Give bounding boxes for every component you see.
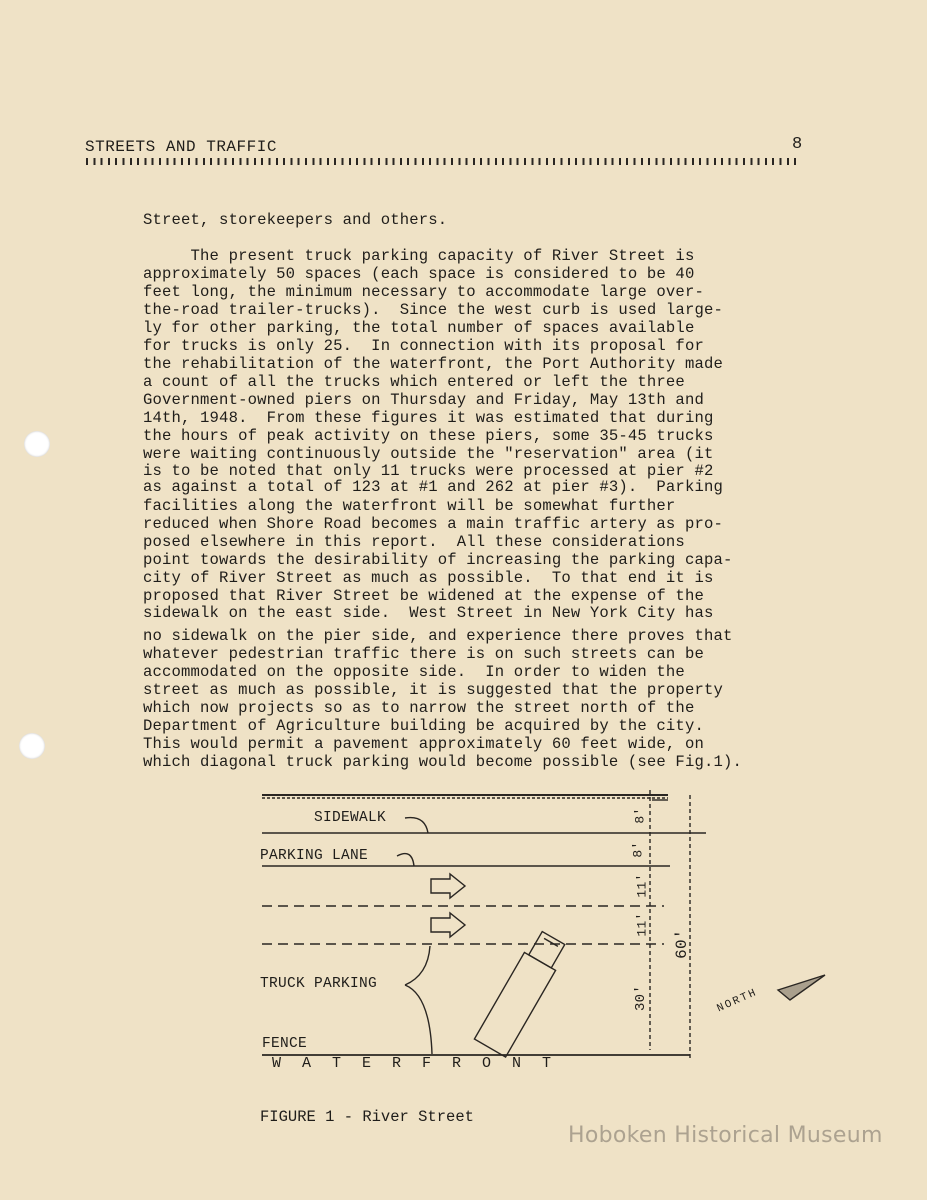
text-line: the-road trailer-trucks). Since the west curb is used large- [143, 301, 723, 319]
text-line: ly for other parking, the total number of spaces available [143, 319, 695, 337]
dim-total: 60' [672, 929, 691, 959]
text-line: facilities along the waterfront will be somewhat further [143, 497, 676, 515]
text-line: Street, storekeepers and others. [143, 211, 448, 229]
watermark: Hoboken Historical Museum [568, 1123, 883, 1148]
text-line: for trucks is only 25. In connection with its proposal for [143, 337, 704, 355]
dim-lane-1: 11' [634, 873, 650, 898]
text-line: 14th, 1948. From these figures it was estimated that during [143, 409, 714, 427]
text-line: feet long, the minimum necessary to accommodate large over- [143, 283, 704, 301]
text-line: whatever pedestrian traffic there is on such streets can be [143, 645, 704, 663]
text-line: accommodated on the opposite side. In order to widen the [143, 663, 685, 681]
text-line: which diagonal truck parking would become possible (see Fig.1). [143, 753, 742, 771]
dim-lane-2: 11' [634, 912, 650, 937]
label-truck-parking: TRUCK PARKING [260, 976, 378, 992]
page-number: 8 [792, 135, 803, 154]
text-line: This would permit a pavement approximately 60 feet wide, on [143, 735, 704, 753]
dim-parking-lane: 8' [630, 841, 646, 858]
label-parking-lane: PARKING LANE [260, 848, 369, 864]
dim-sidewalk: 8' [632, 807, 648, 824]
text-line: which now projects so as to narrow the street north of the [143, 699, 695, 717]
label-fence: FENCE [262, 1036, 308, 1052]
text-line: were waiting continuously outside the "reservation" area (it [143, 445, 714, 463]
text-line: as against a total of 123 at #1 and 262 at pier #3). Parking [143, 478, 723, 496]
text-line: proposed that River Street be widened at the expense of the [143, 587, 704, 605]
traffic-arrow [431, 874, 465, 898]
north-arrow-icon [778, 975, 825, 1000]
figure-caption: FIGURE 1 - River Street [260, 1108, 474, 1126]
text-line: point towards the desirability of increasing the parking capa- [143, 551, 733, 569]
text-line: city of River Street as much as possible. To that end it is [143, 569, 714, 587]
text-line: approximately 50 spaces (each space is considered to be 40 [143, 265, 695, 283]
text-line: The present truck parking capacity of River Street is [143, 247, 695, 265]
section-title: STREETS AND TRAFFIC [85, 138, 277, 156]
text-line: reduced when Shore Road becomes a main traffic artery as pro- [143, 515, 723, 533]
text-line: the rehabilitation of the waterfront, the Port Authority made [143, 355, 723, 373]
text-line: a count of all the trucks which entered or left the three [143, 373, 685, 391]
text-line: is to be noted that only 11 trucks were processed at pier #2 [143, 462, 714, 480]
label-north: NORTH [715, 986, 760, 1016]
text-line: no sidewalk on the pier side, and experience there proves that [143, 627, 733, 645]
text-line: street as much as possible, it is suggested that the property [143, 681, 723, 699]
label-waterfront: WATERFRONT [272, 1055, 573, 1072]
text-line: Department of Agriculture building be acquired by the city. [143, 717, 704, 735]
text-line: Government-owned piers on Thursday and Friday, May 13th and [143, 391, 704, 409]
text-line: the hours of peak activity on these piers, some 35-45 trucks [143, 427, 714, 445]
diagonal-truck [474, 929, 569, 1057]
traffic-arrow [431, 913, 465, 937]
dim-truck-parking: 30' [633, 984, 650, 1012]
text-line: sidewalk on the east side. West Street in New York City has [143, 604, 714, 622]
label-sidewalk: SIDEWALK [314, 810, 387, 826]
text-line: posed elsewhere in this report. All these considerations [143, 533, 685, 551]
